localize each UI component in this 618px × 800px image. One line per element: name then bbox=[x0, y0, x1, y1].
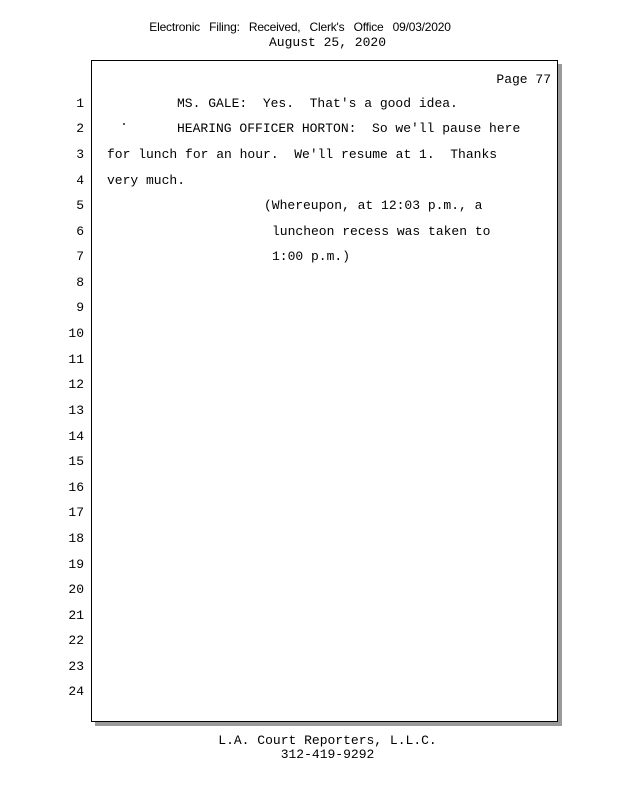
line-number: 2 bbox=[76, 121, 84, 136]
line-number: 12 bbox=[68, 377, 84, 392]
line-number: 10 bbox=[68, 326, 84, 341]
transcript-line: MS. GALE: Yes. That's a good idea. bbox=[177, 96, 458, 111]
line-number: 14 bbox=[68, 429, 84, 444]
transcript-line: for lunch for an hour. We'll resume at 1. Thanks bbox=[107, 147, 498, 162]
transcript-line: luncheon recess was taken to bbox=[272, 224, 491, 239]
line-number: 22 bbox=[68, 633, 84, 648]
line-number: 1 bbox=[76, 96, 84, 111]
footer-phone: 312-419-9292 bbox=[280, 747, 375, 762]
scan-speck bbox=[123, 123, 125, 125]
page-number: Page 77 bbox=[496, 72, 551, 87]
line-number: 7 bbox=[76, 249, 84, 264]
line-number: 17 bbox=[68, 505, 84, 520]
line-number: 13 bbox=[68, 403, 84, 418]
line-number: 8 bbox=[76, 275, 84, 290]
line-number: 9 bbox=[76, 300, 84, 315]
transcript-line: very much. bbox=[107, 173, 186, 188]
footer-company: L.A. Court Reporters, L.L.C. bbox=[218, 733, 437, 748]
line-number: 15 bbox=[68, 454, 84, 469]
line-number: 4 bbox=[76, 173, 84, 188]
line-number: 20 bbox=[68, 582, 84, 597]
line-number: 18 bbox=[68, 531, 84, 546]
line-number: 23 bbox=[68, 659, 84, 674]
line-number: 19 bbox=[68, 557, 84, 572]
transcript-line: 1:00 p.m.) bbox=[272, 249, 351, 264]
transcript-line: (Whereupon, at 12:03 p.m., a bbox=[264, 198, 483, 213]
line-number: 24 bbox=[68, 684, 84, 699]
filing-stamp: Electronic Filing: Received, Clerk's Office 09/03/2020 bbox=[149, 20, 451, 34]
line-number: 11 bbox=[68, 352, 84, 367]
line-number: 21 bbox=[68, 608, 84, 623]
transcript-date: August 25, 2020 bbox=[268, 35, 387, 50]
line-number: 6 bbox=[76, 224, 84, 239]
line-number: 5 bbox=[76, 198, 84, 213]
line-number: 16 bbox=[68, 480, 84, 495]
transcript-line: HEARING OFFICER HORTON: So we'll pause here bbox=[177, 121, 521, 136]
line-number: 3 bbox=[76, 147, 84, 162]
